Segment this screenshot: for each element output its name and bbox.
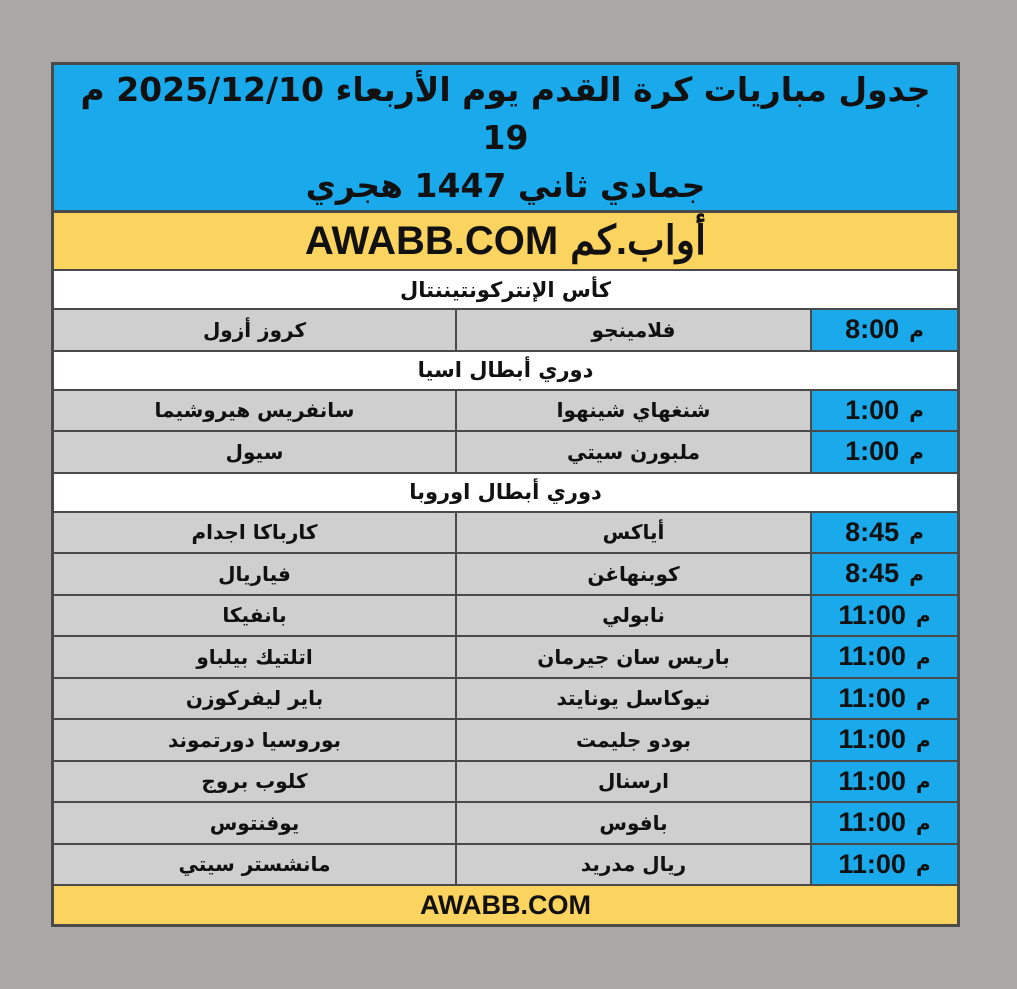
pm-label: م: [915, 727, 931, 752]
schedule-rows: [54, 271, 957, 886]
match-time-value: 11:00: [838, 765, 906, 796]
match-time: [812, 554, 957, 594]
away-team: مانشستر سيتي: [54, 845, 457, 885]
match-time-value: 8:00: [845, 314, 900, 345]
away-team: فياريال: [54, 554, 457, 594]
match-time-value: 11:00: [838, 724, 906, 755]
brand-arabic: أواب.كم: [570, 219, 707, 263]
home-team: كوبنهاغن: [457, 554, 812, 594]
away-team: كروز أزول: [54, 310, 457, 350]
match-row: [54, 803, 957, 845]
league-heading: كأس الإنتركونتيننتال: [54, 271, 957, 310]
league-heading: دوري أبطال اسيا: [54, 352, 957, 391]
home-team: نيوكاسل يونايتد: [457, 679, 812, 719]
match-time-value: 11:00: [838, 641, 906, 672]
match-row: [54, 554, 957, 596]
match-time: [812, 391, 957, 431]
match-time-value: 8:45: [845, 558, 900, 589]
match-time-value: 11:00: [838, 682, 906, 713]
pm-label: م: [915, 769, 931, 794]
match-time: [812, 803, 957, 843]
match-time: [812, 637, 957, 677]
header-title-line1: جدول مباريات كرة القدم يوم الأربعاء 2025/12/10 م 19: [80, 69, 931, 157]
away-team: سانفريس هيروشيما: [54, 391, 457, 431]
away-team: يوفنتوس: [54, 803, 457, 843]
match-time-value: 11:00: [838, 599, 906, 630]
match-row: [54, 845, 957, 887]
pm-label: م: [909, 317, 924, 342]
pm-label: م: [909, 398, 924, 423]
pm-label: م: [915, 603, 931, 628]
home-team: ارسنال: [457, 762, 812, 802]
away-team: كارباكا اجدام: [54, 513, 457, 553]
away-team: اتلتيك بيلباو: [54, 637, 457, 677]
home-team: شنغهاي شينهوا: [457, 391, 812, 431]
match-time-value: 8:45: [845, 516, 900, 547]
match-time: [812, 596, 957, 636]
home-team: ملبورن سيتي: [457, 432, 812, 472]
brand-footer: AWABB.COM: [54, 886, 957, 924]
pm-label: م: [915, 852, 931, 877]
away-team: كلوب بروج: [54, 762, 457, 802]
pm-label: م: [915, 686, 931, 711]
match-time-value: 11:00: [838, 848, 906, 879]
pm-label: م: [915, 644, 931, 669]
match-time: [812, 679, 957, 719]
match-time: [812, 310, 957, 350]
match-time: [812, 432, 957, 472]
pm-label: م: [909, 561, 924, 586]
header-title-line2: جمادي ثاني 1447 هجري: [305, 165, 706, 205]
match-row: [54, 596, 957, 638]
away-team: باير ليفركوزن: [54, 679, 457, 719]
match-row: [54, 720, 957, 762]
match-time: [812, 513, 957, 553]
match-time: [812, 762, 957, 802]
home-team: فلامينجو: [457, 310, 812, 350]
away-team: سيول: [54, 432, 457, 472]
home-team: بودو جليمت: [457, 720, 812, 760]
match-time-value: 1:00: [845, 394, 900, 425]
match-time-value: 1:00: [845, 436, 900, 467]
home-team: ريال مدريد: [457, 845, 812, 885]
home-team: بافوس: [457, 803, 812, 843]
match-row: [54, 762, 957, 804]
pm-label: م: [915, 810, 931, 835]
brand-latin: AWABB.COM: [304, 218, 559, 263]
away-team: بوروسيا دورتموند: [54, 720, 457, 760]
schedule-header: [54, 65, 957, 213]
match-time-value: 11:00: [838, 807, 906, 838]
schedule-table: [51, 62, 960, 927]
match-row: [54, 310, 957, 352]
home-team: نابولي: [457, 596, 812, 636]
league-heading: دوري أبطال اوروبا: [54, 474, 957, 513]
home-team: باريس سان جيرمان: [457, 637, 812, 677]
pm-label: م: [909, 439, 924, 464]
match-time: [812, 720, 957, 760]
home-team: أياكس: [457, 513, 812, 553]
match-time: [812, 845, 957, 885]
pm-label: م: [909, 520, 924, 545]
match-row: [54, 432, 957, 474]
match-row: [54, 637, 957, 679]
match-row: [54, 391, 957, 433]
away-team: بانفيكا: [54, 596, 457, 636]
match-row: [54, 513, 957, 555]
match-row: [54, 679, 957, 721]
brand-banner: [54, 213, 957, 271]
